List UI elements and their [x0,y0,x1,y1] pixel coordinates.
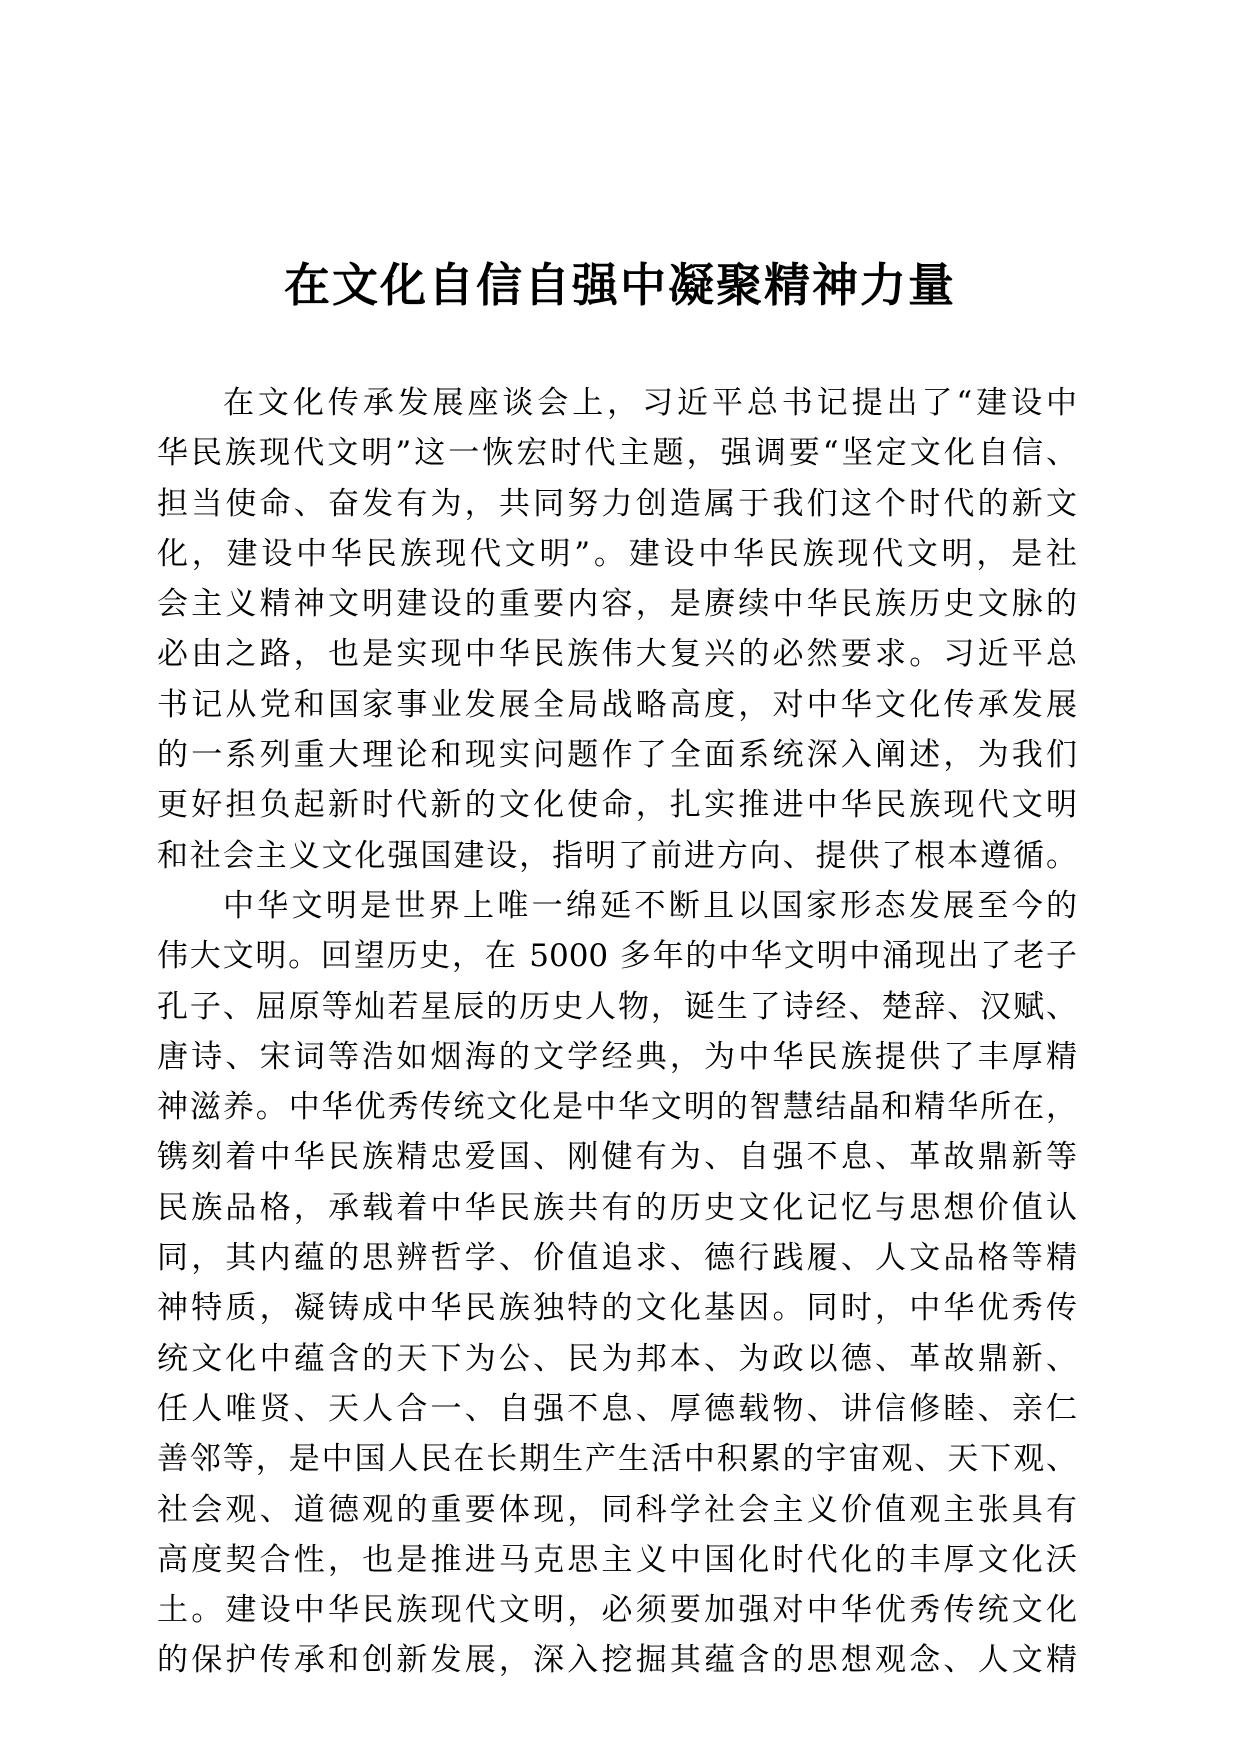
paragraph-1-line-8: 的一系列重大理论和现实问题作了全面系统深入阐述，为我们 [157,737,1077,774]
document-title: 在文化自信自强中凝聚精神力量 [284,258,956,312]
paragraph-1-line-9: 更好担负起新时代新的文化使命，扎实推进中华民族现代文明 [157,787,1077,824]
paragraph-2-line-15: 土。建设中华民族现代文明，必须要加强对中华优秀传统文化 [157,1592,1077,1629]
paragraph-2-line-8: 同，其内蕴的思辨哲学、价值追求、德行践履、人文品格等精 [157,1240,1077,1277]
paragraph-2-line-14: 高度契合性，也是推进马克思主义中国化时代化的丰厚文化沃 [157,1541,1077,1578]
paragraph-2-line-11: 任人唯贤、天人合一、自强不息、厚德载物、讲信修睦、亲仁 [157,1390,1077,1427]
paragraph-1-line-6: 必由之路，也是实现中华民族伟大复兴的必然要求。习近平总 [157,636,1077,673]
paragraph-2-line-2: 伟大文明。回望历史，在 5000 多年的中华文明中涌现出了老子 [157,938,1077,975]
paragraph-2-line-16: 的保护传承和创新发展，深入挖掘其蕴含的思想观念、人文精 [157,1642,1077,1679]
paragraph-2-line-3: 孔子、屈原等灿若星辰的历史人物，诞生了诗经、楚辞、汉赋、 [157,988,1077,1025]
paragraph-1-line-10: 和社会主义文化强国建设，指明了前进方向、提供了根本遵循。 [157,837,1077,874]
paragraph-2-line-9: 神特质，凝铸成中华民族独特的文化基因。同时，中华优秀传 [157,1290,1077,1327]
document-body [157,378,1077,1686]
paragraph-1-line-3: 担当使命、奋发有为，共同努力创造属于我们这个时代的新文 [157,485,1077,522]
paragraph-1-line-7: 书记从党和国家事业发展全局战略高度，对中华文化传承发展 [157,686,1077,723]
paragraph-2-line-4: 唐诗、宋词等浩如烟海的文学经典，为中华民族提供了丰厚精 [157,1038,1077,1075]
paragraph-1-line-5: 会主义精神文明建设的重要内容，是赓续中华民族历史文脉的 [157,586,1077,623]
paragraph-1-line-2: 华民族现代文明”这一恢宏时代主题，强调要“坚定文化自信、 [157,435,1077,472]
paragraph-2-line-1: 中华文明是世界上唯一绵延不断且以国家形态发展至今的 [223,887,1077,924]
paragraph-2-line-12: 善邻等，是中国人民在长期生产生活中积累的宇宙观、天下观、 [157,1441,1077,1478]
paragraph-1-line-4: 化，建设中华民族现代文明”。建设中华民族现代文明，是社 [157,535,1077,572]
paragraph-2-line-13: 社会观、道德观的重要体现，同科学社会主义价值观主张具有 [157,1491,1077,1528]
paragraph-2-line-5: 神滋养。中华优秀传统文化是中华文明的智慧结晶和精华所在， [157,1089,1077,1126]
paragraph-2-line-6: 镌刻着中华民族精忠爱国、刚健有为、自强不息、革故鼎新等 [157,1139,1077,1176]
paragraph-2-line-10: 统文化中蕴含的天下为公、民为邦本、为政以德、革故鼎新、 [157,1340,1077,1377]
paragraph-1-line-1: 在文化传承发展座谈会上，习近平总书记提出了“建设中 [223,385,1077,421]
paragraph-2-line-7: 民族品格，承载着中华民族共有的历史文化记忆与思想价值认 [157,1189,1077,1226]
